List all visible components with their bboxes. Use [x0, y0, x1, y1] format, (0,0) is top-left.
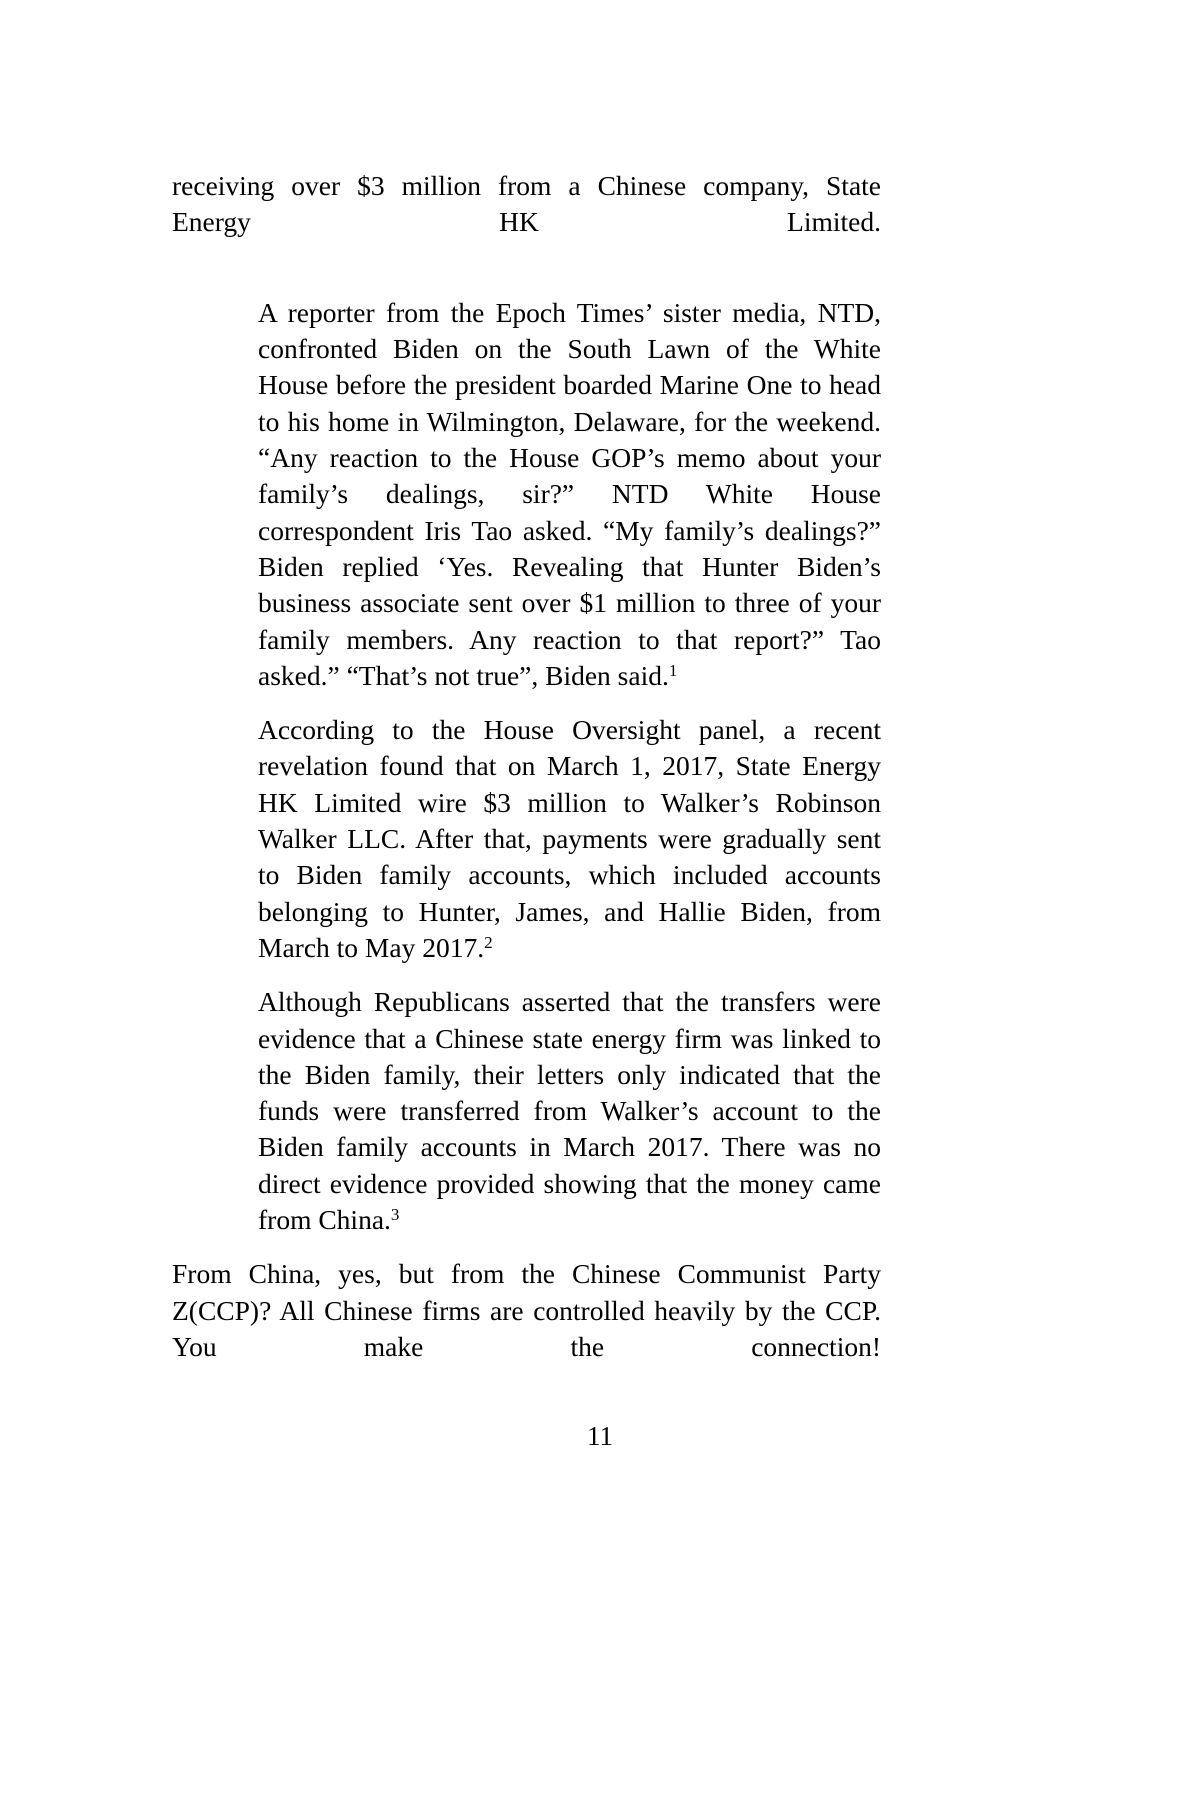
blockquote-text: According to the House Oversight panel, a recent revelation found that on March 1, 2017, State Energy HK Limited wire $3 million to Walker’s Robinson Walker LLC. After that, payments were gradually sent to Biden family accounts, which included accounts belonging to Hunter, James, and Hallie Biden, from March to May 2017.: [258, 714, 881, 963]
blockquote-ntd-interview: [258, 295, 881, 694]
blockquote-text: A reporter from the Epoch Times’ sister media, NTD, confronted Biden on the South Lawn of the White House before the president boarded Marine One to head to his home in Wilmington, Delaware, for the weekend. “Any reaction to the House GOP’s memo about your family’s dealings, sir?” NTD White House correspondent Iris Tao asked. “My family’s dealings?” Biden replied ‘Yes. Revealing that Hunter Biden’s business associate sent over $1 million to three of your family members. Any reaction to that report?” Tao asked.” “That’s not true”, Biden said.: [258, 296, 881, 691]
page-text-column: [172, 168, 881, 1402]
blockquote-republicans-assertion: [258, 984, 881, 1238]
footnote-marker-2[interactable]: 2: [484, 933, 493, 953]
paragraph-closing-commentary: From China, yes, but from the Chinese Communist Party Z(CCP)? All Chinese firms are controlled heavily by the CCP. You make the connection!: [172, 1258, 881, 1362]
blockquote-house-oversight: [258, 712, 881, 966]
footnote-marker-1[interactable]: 1: [668, 661, 678, 680]
footnote-marker-3[interactable]: 3: [390, 1205, 400, 1225]
paragraph-continued: receiving over $3 million from a Chinese company, State Energy HK Limited.: [172, 170, 881, 238]
blockquote-text: Although Republicans asserted that the transfers were evidence that a Chinese state energy firm was linked to the Biden family, their letters only indicated that the funds were transferred from Walker’s account to the Biden family accounts in March 2017. There was no direct evidence provided showing that the money came from China.: [258, 986, 881, 1236]
page-number: 11: [587, 1421, 613, 1451]
